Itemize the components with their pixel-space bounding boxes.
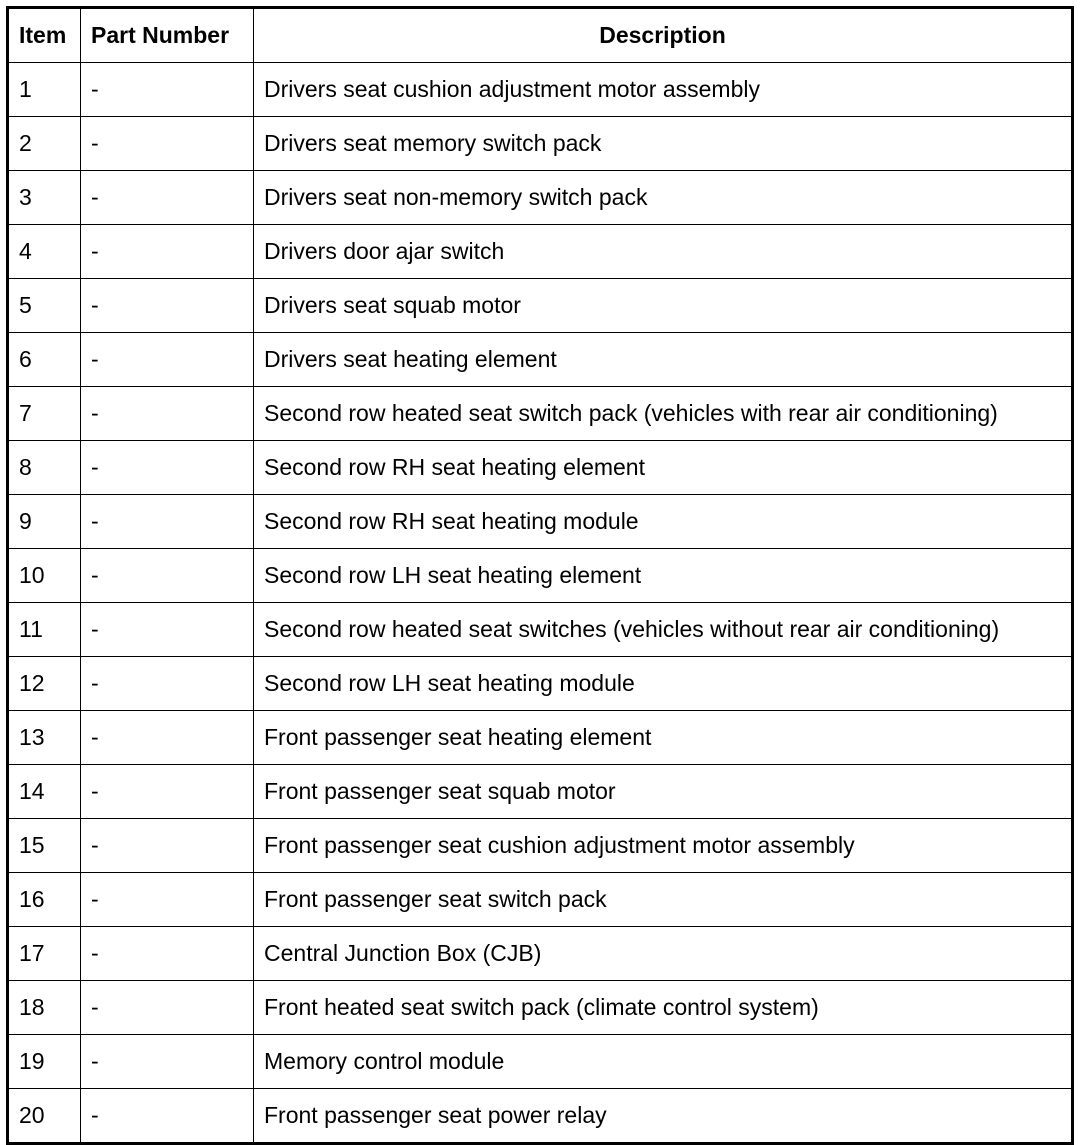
cell-part-number: - [81, 657, 254, 711]
cell-item: 17 [8, 927, 81, 981]
cell-description: Memory control module [254, 1035, 1073, 1089]
cell-description: Front heated seat switch pack (climate control system) [254, 981, 1073, 1035]
cell-part-number: - [81, 819, 254, 873]
cell-part-number: - [81, 333, 254, 387]
cell-item: 8 [8, 441, 81, 495]
table-row [8, 711, 1073, 765]
table-row [8, 495, 1073, 549]
cell-description: Drivers door ajar switch [254, 225, 1073, 279]
table-row [8, 981, 1073, 1035]
cell-item: 15 [8, 819, 81, 873]
cell-part-number: - [81, 603, 254, 657]
cell-description: Drivers seat cushion adjustment motor assembly [254, 63, 1073, 117]
cell-item: 4 [8, 225, 81, 279]
cell-item: 18 [8, 981, 81, 1035]
cell-item: 5 [8, 279, 81, 333]
table-row [8, 873, 1073, 927]
cell-description: Second row LH seat heating element [254, 549, 1073, 603]
cell-description: Front passenger seat squab motor [254, 765, 1073, 819]
cell-item: 13 [8, 711, 81, 765]
cell-description: Second row heated seat switches (vehicles without rear air conditioning) [254, 603, 1073, 657]
cell-description: Second row RH seat heating module [254, 495, 1073, 549]
table-row [8, 765, 1073, 819]
cell-description: Second row LH seat heating module [254, 657, 1073, 711]
cell-item: 2 [8, 117, 81, 171]
cell-description: Drivers seat heating element [254, 333, 1073, 387]
cell-item: 7 [8, 387, 81, 441]
table-row [8, 63, 1073, 117]
table-row [8, 225, 1073, 279]
cell-description: Drivers seat non-memory switch pack [254, 171, 1073, 225]
cell-description: Drivers seat memory switch pack [254, 117, 1073, 171]
table-row [8, 1089, 1073, 1144]
cell-description: Central Junction Box (CJB) [254, 927, 1073, 981]
header-part-number: Part Number [81, 8, 254, 63]
cell-item: 16 [8, 873, 81, 927]
parts-table [6, 6, 1074, 1145]
cell-part-number: - [81, 441, 254, 495]
table-row [8, 819, 1073, 873]
cell-part-number: - [81, 711, 254, 765]
table-row [8, 1035, 1073, 1089]
table-row [8, 657, 1073, 711]
cell-item: 10 [8, 549, 81, 603]
cell-description: Front passenger seat cushion adjustment motor assembly [254, 819, 1073, 873]
table-row [8, 927, 1073, 981]
cell-part-number: - [81, 981, 254, 1035]
cell-part-number: - [81, 387, 254, 441]
cell-item: 9 [8, 495, 81, 549]
table-row [8, 279, 1073, 333]
cell-item: 1 [8, 63, 81, 117]
cell-description: Front passenger seat switch pack [254, 873, 1073, 927]
cell-part-number: - [81, 117, 254, 171]
cell-description: Second row heated seat switch pack (vehicles with rear air conditioning) [254, 387, 1073, 441]
cell-item: 11 [8, 603, 81, 657]
cell-part-number: - [81, 765, 254, 819]
table-row [8, 171, 1073, 225]
table-row [8, 441, 1073, 495]
cell-item: 14 [8, 765, 81, 819]
cell-description: Drivers seat squab motor [254, 279, 1073, 333]
cell-part-number: - [81, 225, 254, 279]
header-item: Item [8, 8, 81, 63]
cell-part-number: - [81, 63, 254, 117]
cell-part-number: - [81, 549, 254, 603]
cell-part-number: - [81, 1035, 254, 1089]
cell-item: 20 [8, 1089, 81, 1144]
cell-item: 19 [8, 1035, 81, 1089]
table-row [8, 549, 1073, 603]
cell-part-number: - [81, 1089, 254, 1144]
table-row [8, 117, 1073, 171]
cell-description: Front passenger seat heating element [254, 711, 1073, 765]
cell-part-number: - [81, 279, 254, 333]
cell-description: Second row RH seat heating element [254, 441, 1073, 495]
cell-part-number: - [81, 495, 254, 549]
cell-description: Front passenger seat power relay [254, 1089, 1073, 1144]
cell-item: 6 [8, 333, 81, 387]
cell-item: 3 [8, 171, 81, 225]
cell-part-number: - [81, 873, 254, 927]
table-row [8, 333, 1073, 387]
cell-part-number: - [81, 927, 254, 981]
cell-item: 12 [8, 657, 81, 711]
cell-part-number: - [81, 171, 254, 225]
table-row [8, 603, 1073, 657]
header-description: Description [254, 8, 1073, 63]
table-row [8, 387, 1073, 441]
header-row [8, 8, 1073, 63]
